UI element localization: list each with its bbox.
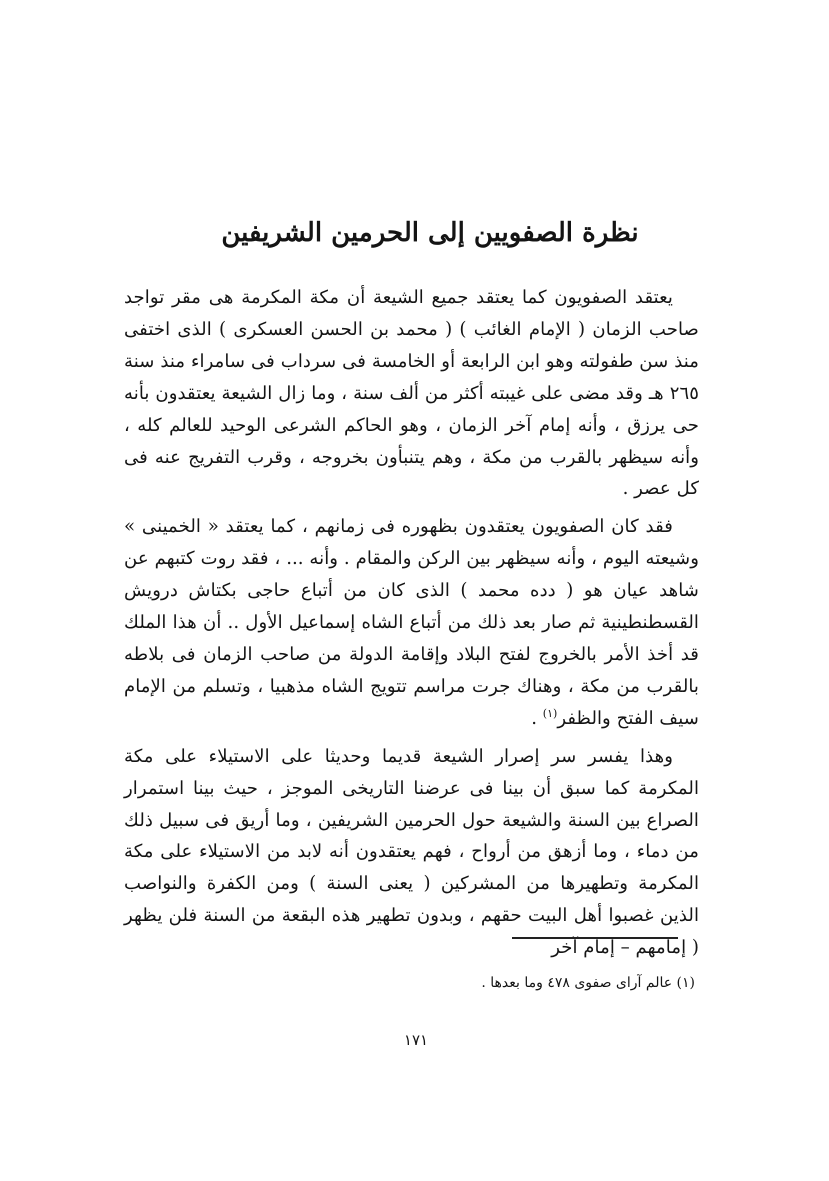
footnote: (١) عالم آراى صفوى ٤٧٨ وما بعدها . [481, 975, 695, 991]
paragraph-2 [124, 511, 699, 734]
paragraph-1: يعتقد الصفويون كما يعتقد جميع الشيعة أن مكة المكرمة هى مقر تواجد صاحب الزمان ( الإمام الغائب ) ( محمد بن الحسن العسكرى ) الذى اختفى منذ سن طفولته وهو ابن الرابعة أو الخامسة فى سرداب فى سامراء منذ سنة ٢٦٥ هـ وقد مضى على غيبته أكثر من ألف سنة ، وما زال الشيعة يعتقدون بأنه حى يرزق ، وأنه إمام آخر الزمان ، وهو الحاكم الشرعى الوحيد للعالم كله ، وأنه سيظهر بالقرب من مكة ، وهم يتنبأون بخروجه ، وقرب التفريج عنه فى كل عصر . [124, 287, 699, 500]
body-text [124, 282, 699, 964]
paragraph-2-text: فقد كان الصفويون يعتقدون بظهوره فى زمانهم ، كما يعتقد « الخمينى » وشيعته اليوم ، وأنه سيظهر بين الركن والمقام . وأنه ... ، فقد روت كتبهم عن شاهد عيان هو ( دده محمد ) الذى كان من أتباع حاجى بكتاش درويش القسطنطينية ثم صار بعد ذلك من أتباع الشاه إسماعيل الأول .. أن هذا الملك قد أخذ الأمر بالخروج لفتح البلاد وإقامة الدولة من صاحب الزمان فى بلاطه بالقرب من مكة ، وهناك جرت مراسم تتويج الشاه مذهبيا ، وتسلم من الإمام سيف الفتح والظفر [124, 516, 699, 729]
paragraph-2-end: . [531, 707, 543, 729]
page-title: نظرة الصفويين إلى الحرمين الشريفين [221, 218, 639, 248]
footnote-divider [512, 937, 678, 939]
paragraph-3: وهذا يفسر سر إصرار الشيعة قديما وحديثا على الاستيلاء على مكة المكرمة كما سبق أن بينا فى عرضنا التاريخى الموجز ، حيث بينا استمرار الصراع بين السنة والشيعة حول الحرمين الشريفين ، وما أريق فى سبيل ذلك من دماء ، وما أزهق من أرواح ، فهم يعتقدون أنه لابد من الاستيلاء على مكة المكرمة وتطهيرها من المشركين ( يعنى السنة ) ومن الكفرة والنواصب الذين غصبوا أهل البيت حقهم ، وبدون تطهير هذه البقعة من السنة فلن يظهر ( إمامهم – إمام آخر [124, 745, 699, 959]
page-number: ١٧١ [403, 1031, 429, 1049]
footnote-reference: (١) [542, 706, 558, 720]
